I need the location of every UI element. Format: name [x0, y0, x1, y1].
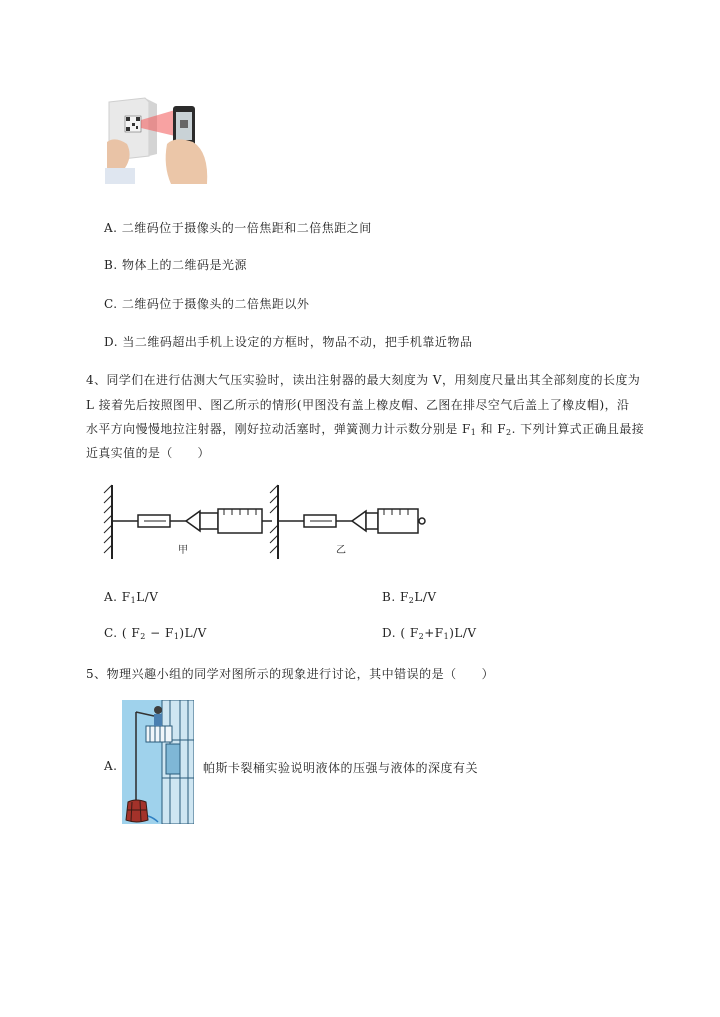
q4-stem-line-2: L 接着先后按照图甲、图乙所示的情形(甲图没有盖上橡皮帽、乙图在排尽空气后盖上了橡皮帽)，沿 [86, 398, 630, 412]
q4-option-d: D. ( $F_2+F_1)L/V$ [382, 626, 477, 641]
q5-stem: 5、物理兴趣小组的同学对图所示的现象进行讨论，其中错误的是（ ） [86, 667, 495, 681]
figure-label-jia: 甲 [178, 545, 188, 556]
q4-option-c: C. ( $F_2 - F_1)L/V$ [104, 626, 207, 641]
qr-scan-photo [105, 96, 213, 184]
q4-stem-line-1: 4、同学们在进行估测大气压实验时，读出注射器的最大刻度为 V，用刻度尺量出其全部刻度的长度为 [86, 373, 641, 387]
q3-option-d: D. 当二维码超出手机上设定的方框时，物品不动，把手机靠近物品 [104, 335, 473, 349]
q5-option-a-label: A. [104, 759, 118, 773]
syringe-figure [100, 481, 426, 563]
q3-option-a: A. 二维码位于摄像头的一倍焦距和二倍焦距之间 [104, 221, 372, 235]
q3-option-b: B. 物体上的二维码是光源 [104, 258, 247, 272]
pascal-barrel-figure [122, 700, 194, 824]
q4-option-b: B. $F_2L/V$ [382, 590, 437, 605]
q4-option-a: A. $F_1L/V$ [104, 590, 159, 605]
q5-option-a-text: 帕斯卡裂桶实验说明液体的压强与液体的深度有关 [203, 761, 479, 775]
q3-option-c: C. 二维码位于摄像头的二倍焦距以外 [104, 297, 310, 311]
figure-label-yi: 乙 [336, 545, 346, 556]
q4-stem-line-3: 水平方向慢慢地拉注射器，刚好拉动活塞时，弹簧测力计示数分别是 $F_1$ 和 $F_2$. 下列计算式正确且最接 [86, 422, 645, 437]
q4-stem-line-4: 近真实值的是（ ） [86, 446, 210, 460]
